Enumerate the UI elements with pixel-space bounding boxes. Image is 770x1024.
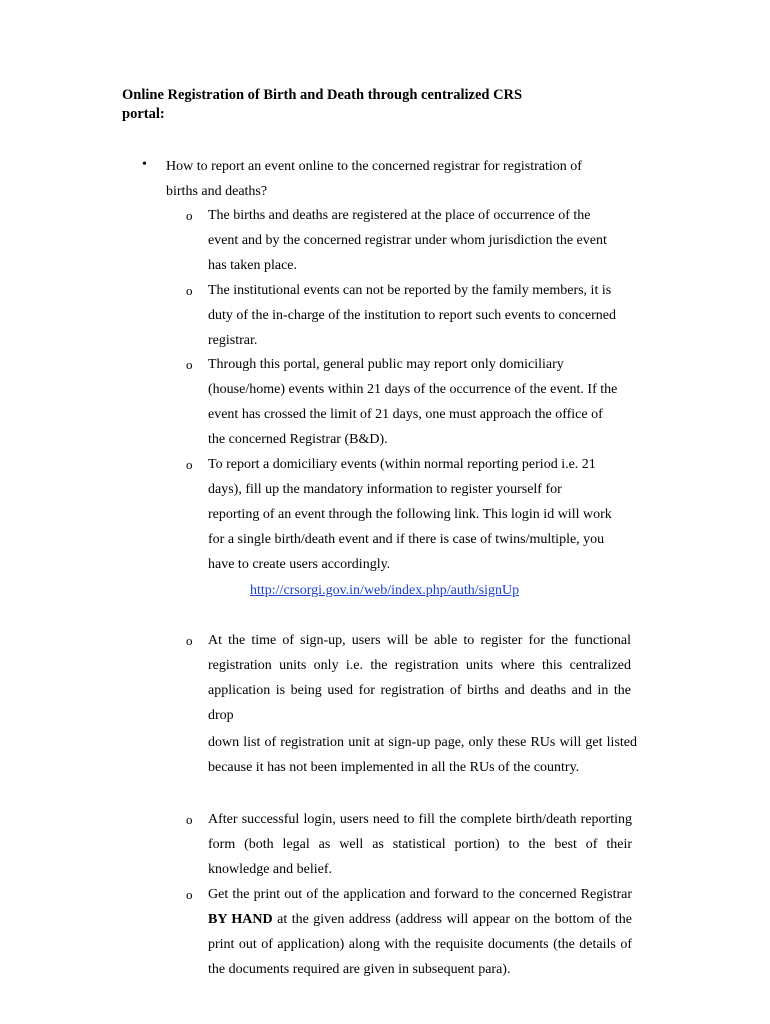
circle-bullet-icon: o [186,208,193,223]
circle-bullet-icon: o [186,633,193,648]
circle-bullet-icon: o [186,283,193,298]
signup-link[interactable]: http://crsorgi.gov.in/web/index.php/auth/signUp [250,583,520,598]
list-item-text [208,882,632,982]
list-item-text: Through this portal, general public may report only domiciliary (house/home) events within 21 days of the occurrence of the event. If the event has crossed the limit of 21 days, one must approach the office of the concerned Registrar (B&D). [208,357,618,447]
item-text-suffix: at the given address (address will appear on the bottom of the print out of application) along with the requisite documents (the details of the documents required are given in subsequent para). [208,912,632,977]
list-item-text: To report a domiciliary events (within normal reporting period i.e. 21 days), fill up the mandatory information to register yourself for reporting of an event through the following link. This login id will work for a single birth/death event and if there is case of twins/multiple, you have to create users accordingly. [208,457,612,572]
circle-bullet-icon: o [186,457,193,472]
continuation-text: down list of registration unit at sign-up page, only these RUs will get listed because it has not been implemented in all the RUs of the country. [208,735,637,775]
circle-bullet-icon: o [186,357,193,372]
item-text-prefix: Get the print out of the application and forward to the concerned Registrar [208,887,632,902]
list-item-text: At the time of sign-up, users will be able to register for the functional registration units only i.e. the registration units where this centralized application is being used for registration of births and deaths and in the drop [208,633,631,723]
circle-bullet-icon: o [186,887,193,902]
emphasis-text: BY HAND [208,912,273,927]
bullet-question: How to report an event online to the concerned registrar for registration of births and deaths? [166,159,582,199]
list-item-text: The institutional events can not be reported by the family members, it is duty of the in-charge of the institution to report such events to concerned registrar. [208,283,616,348]
list-item-text: The births and deaths are registered at the place of occurrence of the event and by the concerned registrar under whom jurisdiction the event has taken place. [208,208,607,273]
bullet-icon: • [142,157,147,172]
circle-bullet-icon: o [186,812,193,827]
list-item-text: After successful login, users need to fill the complete birth/death reporting form (both legal as well as statistical portion) to the best of their knowledge and belief. [208,812,632,877]
page-title: Online Registration of Birth and Death through centralized CRS portal: [122,87,523,122]
